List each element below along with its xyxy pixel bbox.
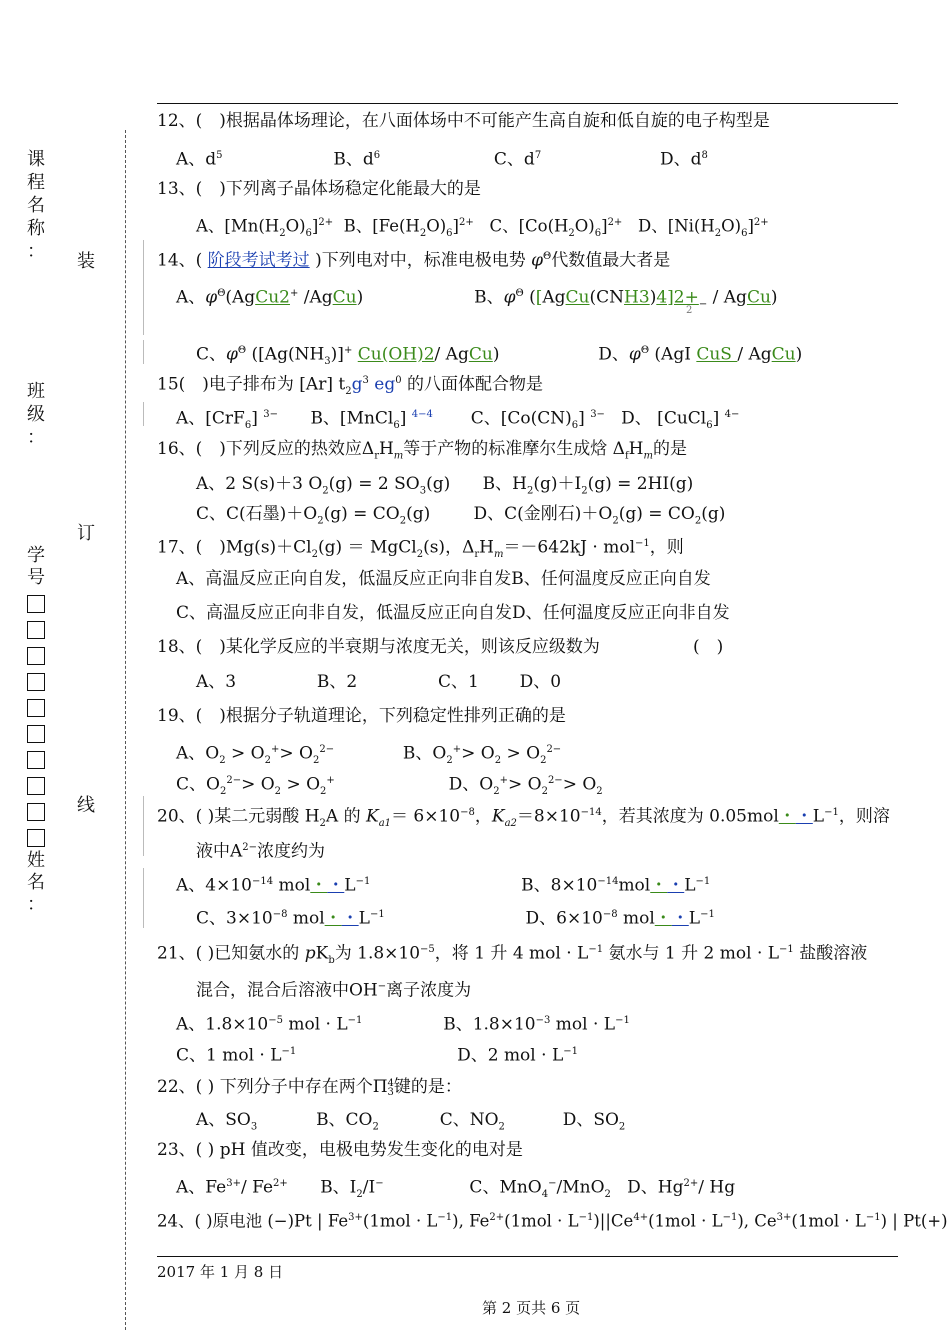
q19-options-ab: A、$O_2 > O_2^+> O_2^{2-}$ B、$O_2^+> O_2 > O_2^{2-}$: [176, 743, 562, 767]
question-15: 15( )电子排布为 [Ar] $t_2g^3$ $eg^0$ 的八面体配合物是: [157, 374, 543, 398]
q18-option-b: B、2: [316, 672, 358, 692]
q17-text: 17、( )Mg(s)＋Cl: [157, 537, 312, 558]
q12-option-b: B、d: [333, 149, 374, 170]
binding-char-ding: 订: [77, 523, 95, 544]
q20-options-cd: C、$3\times 10^{-8}$ mol・・$L^{-1}$ D、$6\times 10^{-8}$ mol・・$L^{-1}$: [196, 908, 715, 929]
label-char: ：: [27, 241, 45, 262]
margin-bar: [143, 340, 144, 364]
q22-option-b: B、CO: [316, 1110, 373, 1130]
q22-tail: 键的是：: [393, 1077, 462, 1097]
q21-options-cd: C、1 mol · $L^{-1}$ D、2 mol · $L^{-1}$: [176, 1045, 578, 1066]
q21b-text: 混合，混合后溶液中OH: [196, 980, 378, 1001]
q12-option-d: D、d: [660, 149, 702, 170]
label-char: 名: [27, 872, 45, 893]
q21-options-ab: A、$1.8\times 10^{-5}$ mol · $L^{-1}$ B、$1.8\times 10^{-3}$ mol · $L^{-1}$: [176, 1014, 630, 1035]
question-23: 23、( ) pH 值改变，电极电势发生变化的电对是: [157, 1140, 523, 1160]
q22-option-d: D、SO: [562, 1110, 619, 1130]
question-14: 14、( 阶段考试考过 )下列电对中，标准电极电势 $\varphi^\Theta$代数值最大者是: [157, 250, 671, 271]
q14-subscript-2: 2: [686, 305, 693, 316]
question-12: 12、( )根据晶体场理论，在八面体场中不可能产生高自旋和低自旋的电子构型是: [157, 111, 770, 131]
q12-option-c: C、d: [493, 149, 535, 170]
q16-text: 16、( )下列反应的热效应: [157, 439, 362, 459]
id-box: [27, 751, 45, 769]
q22-option-a: A、SO: [196, 1110, 251, 1130]
q14-options-cd: C、$\varphi^\Theta$ ($[Ag(NH_3)]^+$ Cu(OH)2/ AgCu) D、$\varphi^\Theta$ (AgI CuS / AgCu): [196, 344, 803, 368]
label-char: 号: [27, 567, 45, 588]
q13-options: A、$[Mn(H_2O)_6]^{2+}$ B、$[Fe(H_2O)_6]^{2+}$ C、$[Co(H_2O)_6]^{2+}$ D、$[Ni(H_2O)_6]^{2+}$: [196, 216, 769, 239]
id-box: [27, 803, 45, 821]
id-box: [27, 699, 45, 717]
q14-options-ab: A、$\varphi^\Theta(AgCu2^+$ /AgCu) B、$\varphi^\Theta$ ($[AgCu(CNH3)4]2+_-$ / AgCu): [176, 287, 778, 311]
question-21: 21、( )已知氨水的 $pK_b$为 $1.8\times 10^{-5}$，将 1 升 4 mol · $L^{-1}$ 氨水与 1 升 2 mol · $L^{-1}$ 盐酸溶液: [157, 943, 868, 967]
question-20: 20、( )某二元弱酸 $H_2A$ 的 $K_{a1}= 6\times 10^{-8}$，$K_{a2}=8\times 10^{-14}$，若其浓度为 0.05mol・・$L^{-1}$，则溶: [157, 806, 890, 830]
binding-char-xian: 线: [77, 795, 95, 816]
id-box: [27, 673, 45, 691]
label-char: ：: [27, 894, 45, 915]
question-22: 22、( ) 下列分子中存在两个Π4 3键的是：: [157, 1077, 462, 1098]
label-char: 称: [27, 218, 45, 239]
label-char: ：: [27, 427, 45, 448]
q20b-tail: 浓度约为: [257, 841, 326, 862]
margin-bar: [143, 240, 144, 335]
q22-text: 22、( ) 下列分子中存在两个Π: [157, 1077, 388, 1097]
margin-bar: [143, 868, 144, 928]
question-16: 16、( )下列反应的热效应$\Delta_rH_m$等于产物的标准摩尔生成焓 $\Delta_fH_m$的是: [157, 439, 687, 462]
id-box: [27, 829, 45, 847]
label-char: 级: [27, 404, 45, 425]
question-24: 24、( )原电池 (−)Pt | $Fe^{3+}(1mol \cdot L^{-1})$, $Fe^{2+}(1mol \cdot L^{-1})||Ce^{4+}(1mol \cdot L^{-1})$, $Ce^{3+}(1mol \cdot L^{-1})$ | Pt(+): [157, 1211, 948, 1231]
question-20-cont: 液中$A^{2-}$浓度约为: [196, 841, 326, 862]
question-13: 13、( )下列离子晶体场稳定化能最大的是: [157, 179, 481, 199]
q16-options-cd: C、C(石墨)$+O_2(g) = CO_2(g)$ D、C(金刚石)$+O_2(g) = CO_2(g)$: [196, 504, 726, 527]
label-char: 名: [27, 195, 45, 216]
question-18: 18、( )某化学反应的半衰期与浓度无关，则该反应级数为: [157, 637, 600, 657]
q22-options: A、$SO_3$ B、$CO_2$ C、$NO_2$ D、$SO_2$: [196, 1110, 626, 1133]
q17-options-ab: A、高温反应正向自发，低温反应正向非自发B、任何温度反应正向自发: [176, 569, 711, 589]
q20-options-ab: A、$4\times 10^{-14}$ mol・・$L^{-1}$ B、$8\times 10^{-14}mol$・・$L^{-1}$: [176, 875, 711, 896]
q15-text: 15( )电子排布为 [Ar] t: [157, 374, 346, 395]
label-char: 班: [27, 381, 45, 402]
q18-option-a: A、3: [196, 672, 237, 692]
q22-option-c: C、NO: [439, 1110, 499, 1130]
page-number: 第 2 页共 6 页: [482, 1299, 581, 1317]
bottom-rule: [157, 1256, 898, 1257]
q14-note-link[interactable]: 阶段考试考过: [207, 250, 310, 271]
q19-options-cd: C、$O_2^{2-}> O_2 > O_2^+$ D、$O_2^+> O_2^{2-}> O_2$: [176, 774, 603, 798]
q14-tail: 代数值最大者是: [551, 250, 671, 271]
question-17: 17、( )$Mg(s)+Cl_2(g)$ ＝ MgCl$_2$(s)，$\Delta_rH_m=-642kJ \cdot mol^{-1}$，则: [157, 537, 684, 561]
label-char: 姓: [27, 850, 45, 871]
student-id-label: [27, 545, 45, 855]
label-char: 学: [27, 545, 45, 566]
course-name-label: [27, 148, 45, 263]
top-rule: [157, 103, 898, 104]
q18-options: [196, 671, 561, 693]
id-box: [27, 777, 45, 795]
label-char: 程: [27, 172, 45, 193]
q12-options: A、$d^5$ B、$d^6$ C、$d^7$ D、$d^8$: [176, 149, 708, 170]
student-name-label: [27, 850, 45, 916]
q20b-text: 液中A: [196, 841, 243, 862]
q15-options: A、[CrF$_6$] $^{3-}$ B、[MnCl$_6$] $^{4-4}$ C、$[Co(CN)_6]$ $^{3-}$ D、 [CuCl$_6$] $^{4-}$: [176, 408, 740, 432]
class-label: [27, 380, 45, 449]
id-box: [27, 647, 45, 665]
id-boxes: [27, 595, 45, 847]
q14-text: )下列电对中，标准电极电势: [315, 250, 526, 271]
margin-bar: [143, 402, 144, 426]
q14-prefix: 14、(: [157, 250, 203, 271]
id-box: [27, 725, 45, 743]
question-21-cont: 混合，混合后溶液中OH−离子浓度为: [196, 980, 472, 1001]
margin-bar: [143, 796, 144, 856]
q21b-tail: 离子浓度为: [386, 980, 472, 1001]
q12-option-a: A、d: [176, 149, 217, 170]
q17-options-cd: C、高温反应正向非自发，低温反应正向自发D、任何温度反应正向非自发: [176, 603, 730, 623]
q18-option-c: C、1: [438, 672, 479, 692]
q23-options: A、$Fe^{3+}/$ $Fe^{2+}$ B、$I_2/I^-$ C、MnO$_4$−/MnO$_2$ D、$Hg^{2+}/$ Hg: [176, 1177, 736, 1201]
q18-option-d: D、0: [519, 672, 562, 692]
binding-char-zhuang: 装: [77, 251, 95, 272]
q16-options-ab: A、2 S(s)＋3 $O_2(g) = 2$ $SO_3(g)$ B、$H_2(g)+I_2(g) = 2HI(g)$: [196, 474, 694, 497]
label-char: 课: [27, 149, 45, 170]
question-19: 19、( )根据分子轨道理论，下列稳定性排列正确的是: [157, 706, 566, 726]
exam-date: 2017 年 1 月 8 日: [157, 1263, 284, 1281]
id-box: [27, 621, 45, 639]
q18-answer-paren: ( ): [693, 637, 724, 657]
id-box: [27, 595, 45, 613]
binding-dashed-line: [125, 130, 126, 1330]
